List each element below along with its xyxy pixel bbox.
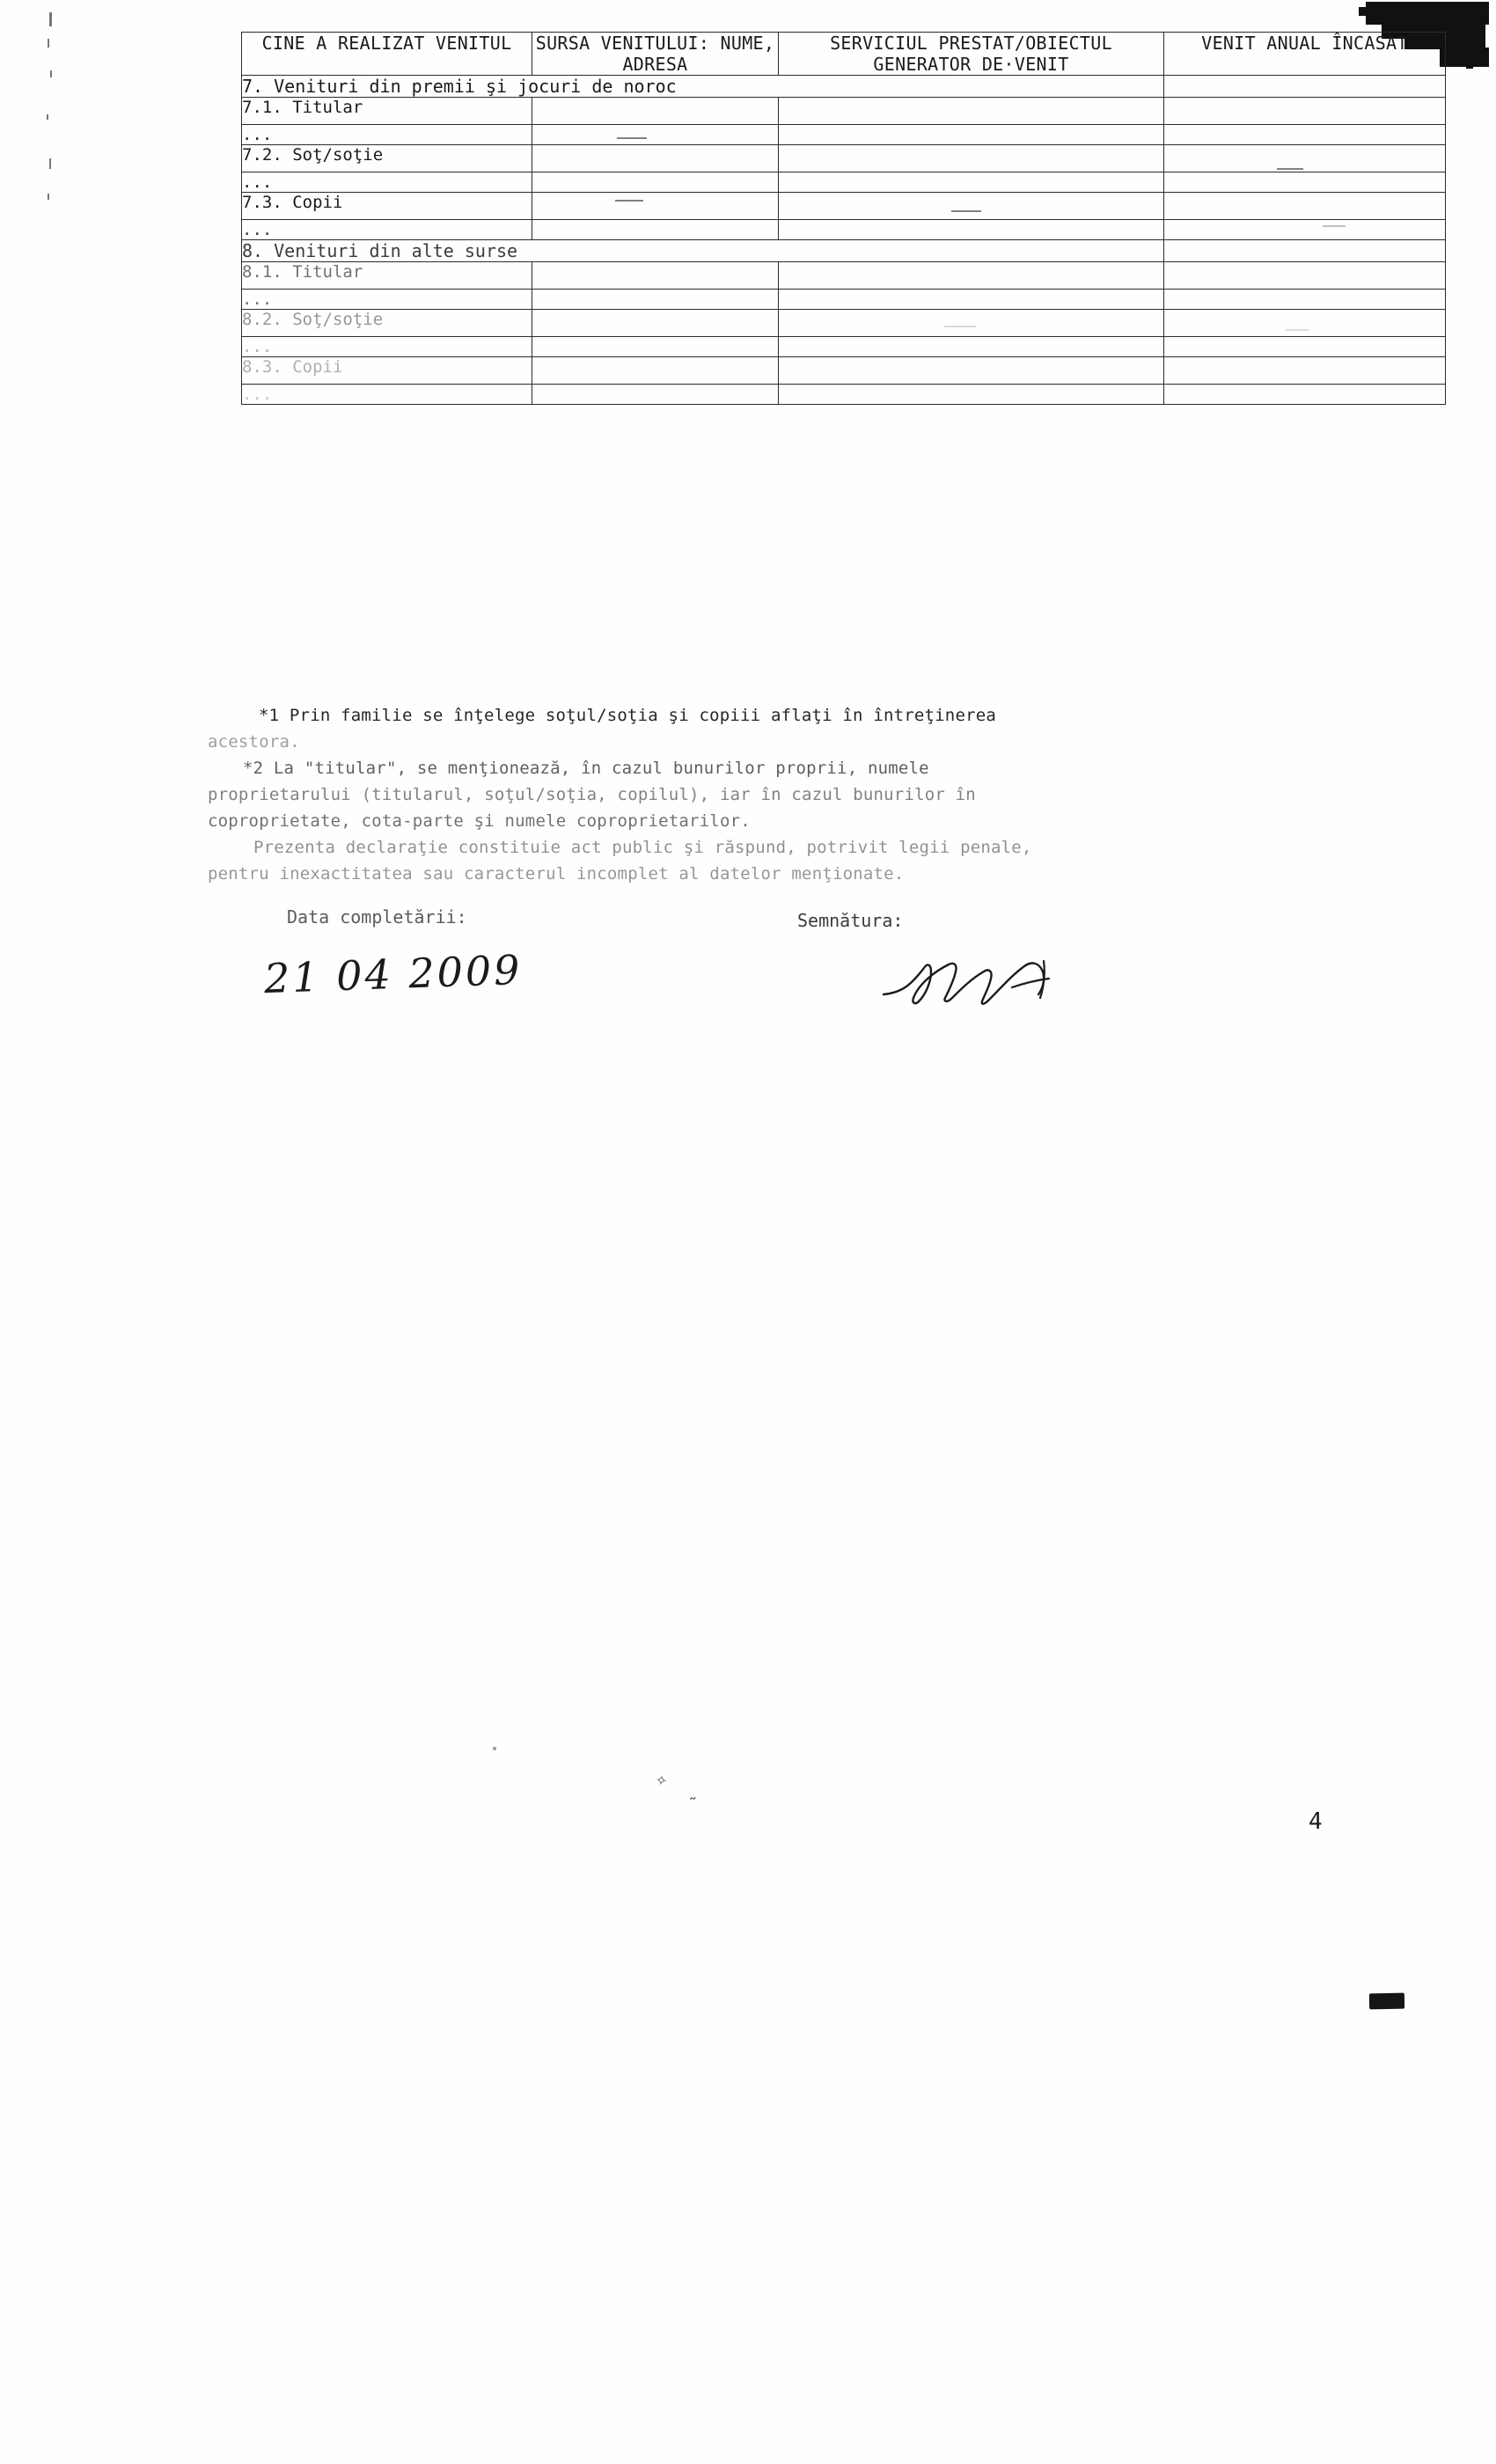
table-row (242, 337, 1446, 357)
row-7-1-amount (1164, 98, 1446, 125)
row-label-7-2: 7.2. Soţ/soţie (242, 145, 532, 172)
row-7-3-dots-amount (1164, 220, 1446, 240)
table-row (242, 145, 1446, 172)
footnote-2-line-2: proprietarului (titularul, soţul/soţia, copilul), iar în cazul bunurilor în (208, 785, 976, 804)
footnote-2-line-1: *2 La "titular", se menţionează, în cazul bunurilor proprii, numele (243, 759, 929, 778)
row-label-8-2: 8.2. Soţ/soţie (242, 310, 532, 337)
row-7-2-dots-amount (1164, 172, 1446, 193)
declaration-line-1: Prezenta declaraţie constituie act public şi răspund, potrivit legii penale, (253, 838, 1032, 857)
row-label-8-1: 8.1. Titular (242, 262, 532, 290)
footnote-1-line-1: *1 Prin familie se înţelege soţul/soţia şi copiii aflaţi în întreţinerea (259, 706, 997, 725)
section-title-7: 7. Venituri din premii şi jocuri de noroc (242, 76, 1164, 98)
row-label-7-2-dots: ... (242, 172, 532, 193)
row-7-2-amount (1164, 145, 1446, 172)
row-8-1-dots-amount (1164, 290, 1446, 310)
date-label: Data completării: (287, 906, 467, 928)
row-label-7-1: 7.1. Titular (242, 98, 532, 125)
handwritten-date-value: 21 04 2009 (263, 945, 524, 1003)
row-8-2-service (779, 310, 1164, 337)
row-7-3-service (779, 193, 1164, 220)
income-declaration-table (241, 32, 1446, 405)
row-7-3-dots-source (532, 220, 779, 240)
footnote-1-line-2: acestora. (208, 732, 300, 752)
section-title-8: 8. Venituri din alte surse (242, 240, 1164, 262)
table-header-source: SURSA VENITULUI: NUME, ADRESA (532, 33, 779, 76)
row-label-7-3-dots: ... (242, 220, 532, 240)
row-7-1-dots-amount (1164, 125, 1446, 145)
table-row (242, 125, 1446, 145)
table-row (242, 310, 1446, 337)
table-row (242, 98, 1446, 125)
row-8-2-dots-source (532, 337, 779, 357)
table-row (242, 172, 1446, 193)
stray-mark-1: ✧ (654, 1768, 669, 1792)
table-row (242, 193, 1446, 220)
row-8-1-dots-service (779, 290, 1164, 310)
table-header-service: SERVICIUL PRESTAT/OBIECTUL GENERATOR DE·VENIT (779, 33, 1164, 76)
handwritten-signature (880, 949, 1074, 1019)
row-7-2-service (779, 145, 1164, 172)
row-label-8-2-dots: ... (242, 337, 532, 357)
row-8-2-dots-amount (1164, 337, 1446, 357)
row-8-2-amount (1164, 310, 1446, 337)
row-7-3-amount (1164, 193, 1446, 220)
row-8-3-dots-amount (1164, 385, 1446, 405)
row-8-3-service (779, 357, 1164, 385)
table-row (242, 262, 1446, 290)
row-7-1-service (779, 98, 1164, 125)
row-7-1-dots-source (532, 125, 779, 145)
row-8-3-amount (1164, 357, 1446, 385)
footnotes-block (208, 704, 1440, 889)
footnote-2-line-3: coproprietate, cota-parte şi numele coproprietarilor. (208, 811, 751, 831)
table-header-row (242, 33, 1446, 76)
table-row (242, 385, 1446, 405)
table-row (242, 220, 1446, 240)
row-7-2-source (532, 145, 779, 172)
stray-mark-2: ̃ (676, 1794, 690, 1817)
section-8-amount-cell (1164, 240, 1446, 262)
table-row (242, 357, 1446, 385)
row-label-8-3-dots: ... (242, 385, 532, 405)
section-7-amount-cell (1164, 76, 1446, 98)
row-label-8-3: 8.3. Copii (242, 357, 532, 385)
row-8-1-source (532, 262, 779, 290)
row-7-3-source (532, 193, 779, 220)
table-header-who: CINE A REALIZAT VENITUL (242, 33, 532, 76)
row-8-2-dots-service (779, 337, 1164, 357)
table-row (242, 290, 1446, 310)
row-8-1-dots-source (532, 290, 779, 310)
row-8-3-dots-source (532, 385, 779, 405)
row-label-8-1-dots: ... (242, 290, 532, 310)
table-header-annual-income: VENIT ANUAL ÎNCASAT (1164, 33, 1446, 76)
income-table-wrapper (241, 32, 1445, 405)
row-label-7-3: 7.3. Copii (242, 193, 532, 220)
stray-speck (493, 1747, 496, 1750)
row-8-3-dots-service (779, 385, 1164, 405)
declaration-line-2: pentru inexactitatea sau caracterul incomplet al datelor menţionate. (208, 864, 905, 884)
row-7-2-dots-source (532, 172, 779, 193)
row-label-7-1-dots: ... (242, 125, 532, 145)
row-7-1-source (532, 98, 779, 125)
scan-edge-artifacts (46, 9, 58, 211)
signature-row (208, 906, 1264, 942)
row-8-3-source (532, 357, 779, 385)
signature-label: Semnătura: (797, 910, 904, 931)
row-7-2-dots-service (779, 172, 1164, 193)
table-section-row (242, 240, 1446, 262)
row-7-1-dots-service (779, 125, 1164, 145)
scan-blob-bottom-right (1369, 1993, 1404, 2010)
row-8-2-source (532, 310, 779, 337)
row-8-1-amount (1164, 262, 1446, 290)
row-7-3-dots-service (779, 220, 1164, 240)
row-8-1-service (779, 262, 1164, 290)
table-section-row (242, 76, 1446, 98)
page-number: 4 (1309, 1808, 1323, 1835)
